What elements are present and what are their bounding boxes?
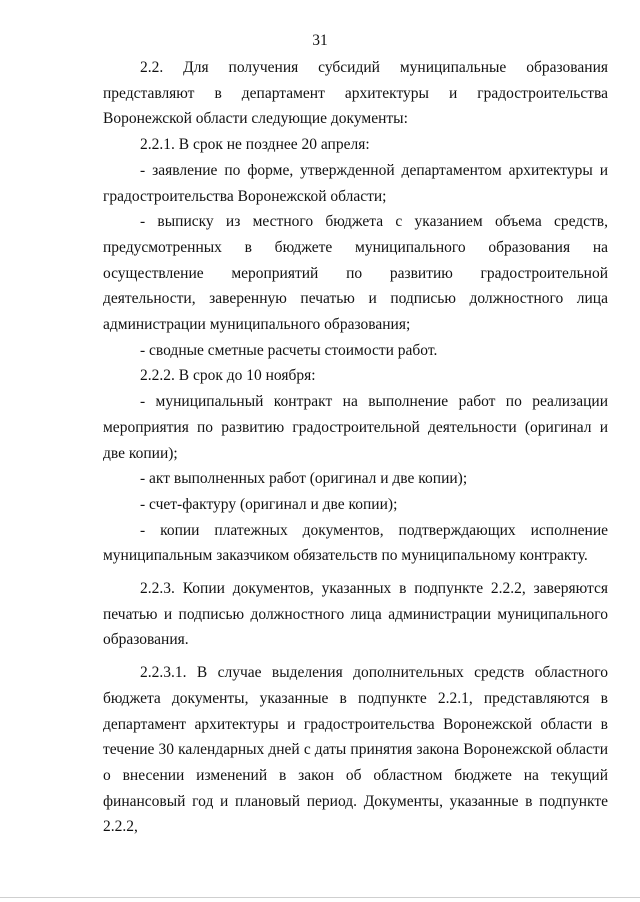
paragraph-2-2-3: 2.2.3. Копии документов, указанных в подпункте 2.2.2, заверяются печатью и подписью должностного лица администрации муниципального образования. — [103, 580, 608, 649]
document-body — [103, 55, 608, 840]
page-number: 31 — [312, 32, 328, 49]
paragraph-2-2-1: 2.2.1. В срок не позднее 20 апреля: — [140, 136, 370, 154]
paragraph-2-2: 2.2. Для получения субсидий муниципальные образования представляют в департамент архитектуры и градостроительства Воронежской области следующие документы: — [103, 59, 608, 128]
paragraph-2-2-2: 2.2.2. В срок до 10 ноября: — [140, 367, 316, 385]
list-item-work-act: - акт выполненных работ (оригинал и две копии); — [140, 470, 468, 488]
list-item-payment-docs: - копии платежных документов, подтверждающих исполнение муниципальным заказчиком обязательств по муниципальному контракту. — [103, 521, 608, 565]
list-item-contract: - муниципальный контракт на выполнение работ по реализации мероприятия по развитию градостроительной деятельности (оригинал и две копии); — [103, 393, 608, 462]
paragraph-2-2-3-1: 2.2.3.1. В случае выделения дополнительных средств областного бюджета документы, указанные в подпункте 2.2.1, представляются в департамент архитектуры и градостроительства Воронежской области в течение 30 календарных дней с даты принятия закона Воронежской области о внесении изменений в закон об областном бюджете на текущий финансовый год и плановый период. Документы, указанные в подпункте 2.2.2, — [103, 664, 608, 836]
list-item-estimates: - сводные сметные расчеты стоимости работ. — [140, 341, 438, 359]
page-bottom-divider — [0, 897, 640, 898]
list-item-budget-extract: - выписку из местного бюджета с указанием объема средств, предусмотренных в бюджете муниципального образования на осуществление мероприятий по развитию градостроительной деятельности, заверенную печатью и подписью должностного лица администрации муниципального образования; — [103, 213, 608, 334]
list-item-application: - заявление по форме, утвержденной департаментом архитектуры и градостроительства Воронежской области; — [103, 161, 608, 205]
list-item-invoice: - счет-фактуру (оригинал и две копии); — [140, 495, 398, 513]
